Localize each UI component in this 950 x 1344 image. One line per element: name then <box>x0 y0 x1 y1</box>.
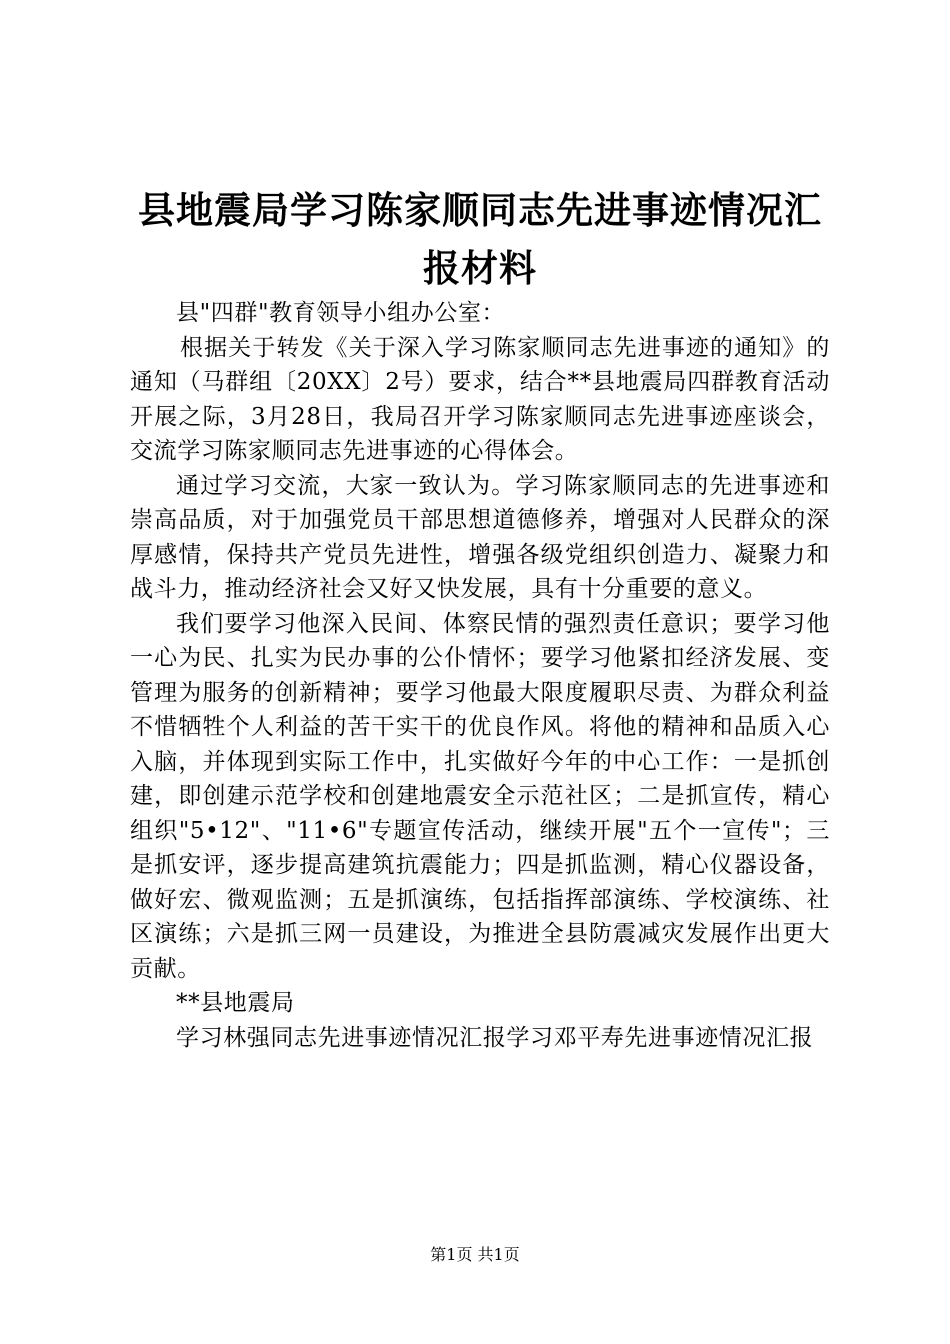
signature: **县地震局 <box>176 990 295 1016</box>
paragraph-3: 我们要学习他深入民间、体察民情的强烈责任意识；要学习他一心为民、扎实为民办事的公仆情怀；要学习他紧扣经济发展、变管理为服务的创新精神；要学习他最大限度履职尽责、为群众利益不惜牺牲个人利益的苦干实干的优良作风。将他的精神和品质入心入脑，并体现到实际工作中，扎实做好今年的中心工作：一是抓创建，即创建示范学校和创建地震安全示范社区；二是抓宣传，精心组织"5•12"、"11•6"专题宣传活动，继续开展"五个一宣传"；三是抓安评，逐步提高建筑抗震能力；四是抓监测，精心仪器设备，做好宏、微观监测；五是抓演练，包括指挥部演练、学校演练、社区演练；六是抓三网一员建设，为推进全县防震减灾发展作出更大贡献。 <box>130 610 830 982</box>
paragraph-2: 通过学习交流，大家一致认为。学习陈家顺同志的先进事迹和崇高品质，对于加强党员干部思想道德修养，增强对人民群众的深厚感情，保持共产党员先进性，增强各级党组织创造力、凝聚力和战斗力，推动经济社会又好又快发展，具有十分重要的意义。 <box>130 472 830 602</box>
related-links: 学习林强同志先进事迹情况汇报学习邓平寿先进事迹情况汇报 <box>176 1024 814 1051</box>
paragraph-1: 根据关于转发《关于深入学习陈家顺同志先进事迹的通知》的通知（马群组〔20XX〕2号）要求，结合**县地震局四群教育活动开展之际，3月28日，我局召开学习陈家顺同志先进事迹座谈会，交流学习陈家顺同志先进事迹的心得体会。 <box>130 334 830 464</box>
page-footer: 第1页 共1页 <box>430 1245 520 1264</box>
salutation: 县"四群"教育领导小组办公室： <box>176 300 506 326</box>
document-body <box>130 296 830 1055</box>
document-title: 县地震局学习陈家顺同志先进事迹情况汇报材料 <box>138 189 822 290</box>
